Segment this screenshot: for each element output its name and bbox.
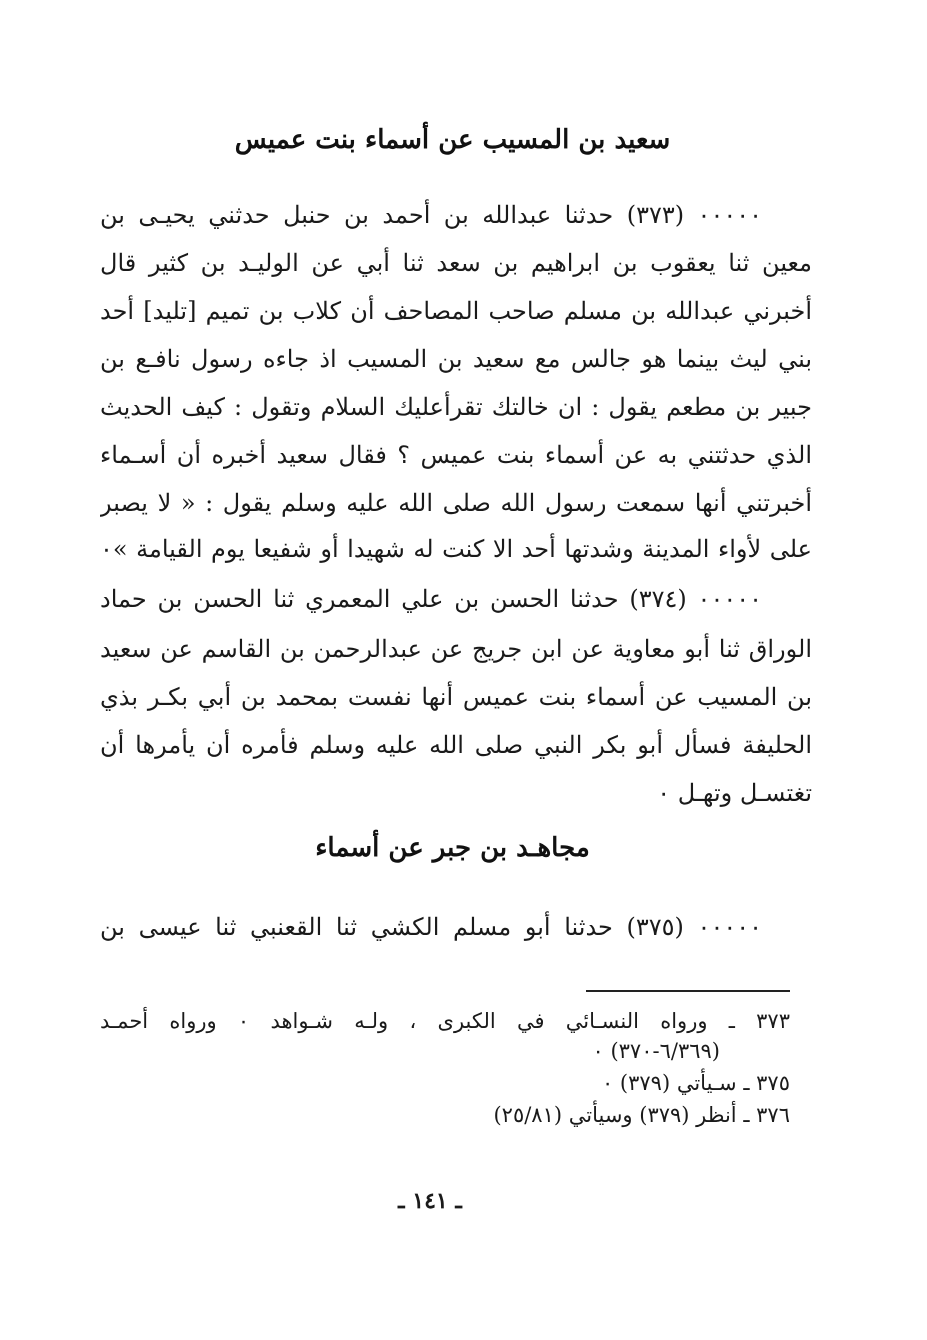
text-line: تغتسـل وتهـل ٠ [657, 779, 812, 807]
section-heading-2: مجاهـد بن جبر عن أسماء [315, 833, 590, 863]
text-line: ٠٠٠٠٠ (٣٧٣) حدثنا عبدالله بن أحمد بن حنبل حدثني يحيـى بن [100, 201, 762, 229]
footnote-divider [586, 990, 790, 992]
text-line: بن المسيب عن أسماء بنت عميس أنها نفست بمحمد بن أبي بكـر بذي [100, 683, 812, 711]
footnote-375: ٣٧٥ ـ سـيأتي (٣٧٩) ٠ [601, 1071, 790, 1095]
text-line: الذي حدثتني به عن أسماء بنت عميس ؟ فقال سعيد أخبره أن أسـماء [100, 441, 812, 469]
text-line: أخبرتني أنها سمعت رسول الله صلى الله عليه وسلم يقول : « لا يصبر [100, 489, 812, 517]
text-line: على لأواء المدينة وشدتها أحد الا كنت له شهيدا أو شفيعا يوم القيامة »٠ [100, 535, 812, 563]
text-line: الوراق ثنا أبو معاوية عن ابن جريج عن عبدالرحمن بن القاسم عن سعيد [100, 635, 812, 663]
section-heading-1: سعيد بن المسيب عن أسماء بنت عميس [234, 125, 671, 155]
text-line: معين ثنا يعقوب بن ابراهيم بن سعد ثنا أبي عن الوليـد بن كثير قال [100, 249, 812, 277]
text-line: ٠٠٠٠٠ (٣٧٤) حدثنا الحسن بن علي المعمري ثنا الحسن بن حماد [100, 585, 762, 613]
footnote-373: ٣٧٣ ـ ورواه النسـائي في الكبرى ، ولـه شـواهد ٠ ورواه أحمـد [100, 1009, 790, 1033]
text-line: أخبرني عبدالله بن مسلم صاحب المصاحف أن كلاب بن تميم [تليد] أحد [100, 297, 812, 325]
text-line: جبير بن مطعم يقول : ان خالتك تقرأعليك السلام وتقول : كيف الحديث [100, 393, 812, 421]
footnote-373-continued: (٦/٣٦٩-٣٧٠) ٠ [592, 1039, 720, 1063]
page-number: ـ ١٤١ ـ [398, 1188, 462, 1214]
text-line: الحليفة فسأل أبو بكر النبي صلى الله عليه وسلم فأمره أن يأمرها أن [100, 731, 812, 759]
text-line: ٠٠٠٠٠ (٣٧٥) حدثنا أبو مسلم الكشي ثنا القعنبي ثنا عيسى بن [100, 913, 762, 941]
footnote-376: ٣٧٦ ـ أنظر (٣٧٩) وسيأتي (٢٥/٨١) [493, 1103, 790, 1127]
text-line: بني ليث بينما هو جالس مع سعيد بن المسيب اذ جاءه رسول نافـع بن [100, 345, 812, 373]
